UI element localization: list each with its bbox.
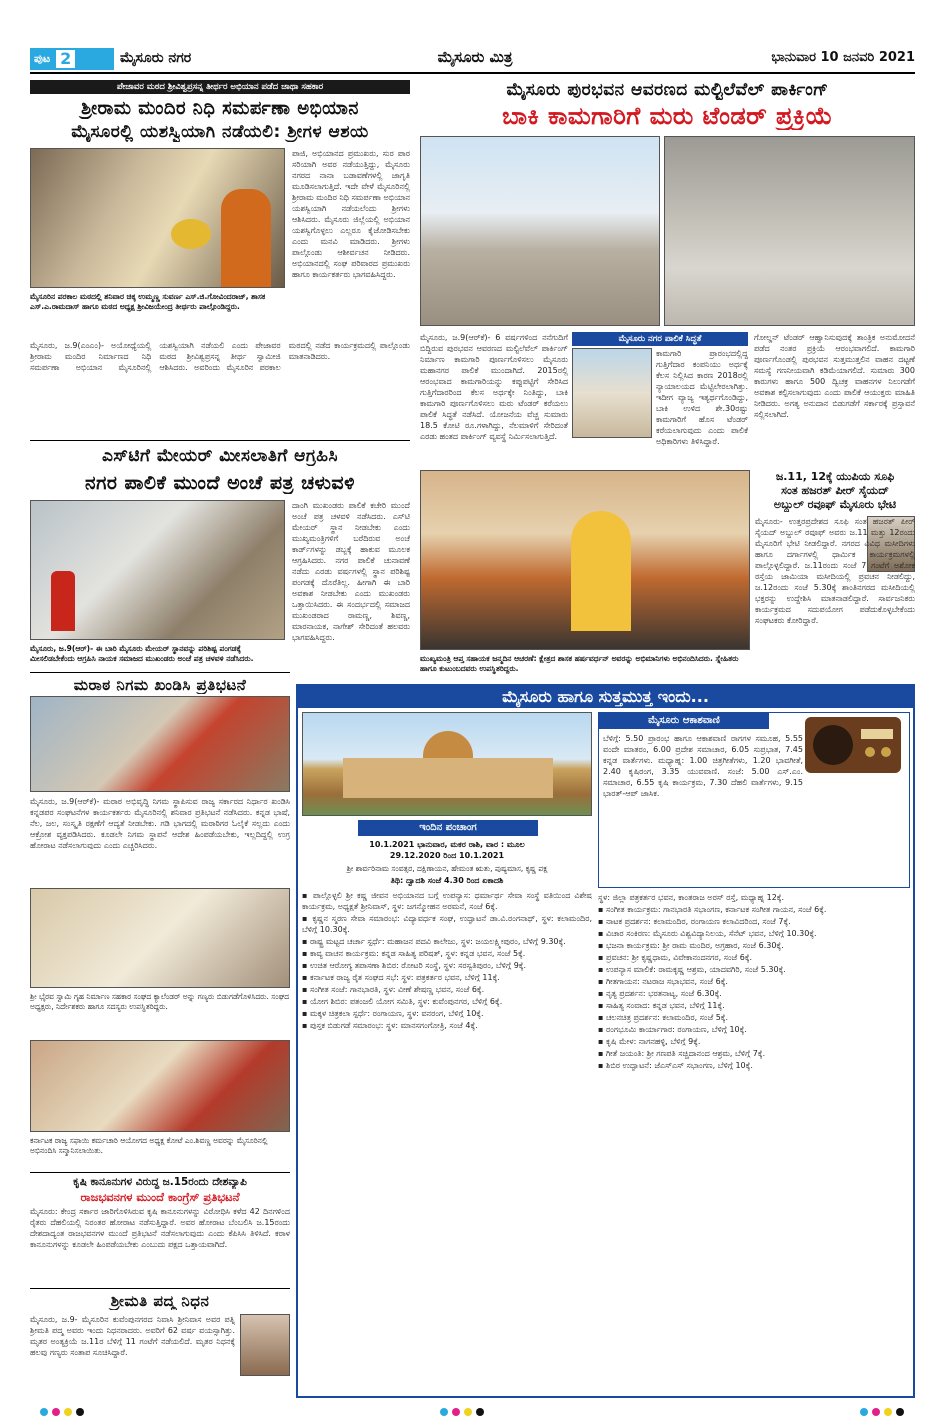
headline-line-2: ಸಂತ ಹಜರತ್ ಪೀರ್ ಸೈಯದ್: [781, 484, 889, 497]
photo-parking-interior: [664, 136, 915, 326]
divider: [30, 440, 410, 441]
event-item: ▪ ಕಾವ್ಯ ವಾಚನ ಕಾರ್ಯಕ್ರಮ: ಕನ್ನಡ ಸಾಹಿತ್ಯ ಪರಿಷತ್, ಸ್ಥಳ: ಕನ್ನಡ ಭವನ, ಸಂಜೆ 5ಕ್ಕೆ.: [302, 949, 526, 958]
headline: ಜ.11, 12ಕ್ಕೆ ಯುಪಿಯ ಸೂಫಿ: [775, 470, 895, 483]
story-congress-protest: [30, 1172, 290, 1286]
headline: ಕೃಷಿ ಕಾನೂನುಗಳ ವಿರುದ್ಧ ಜ.15ರಂದು ದೇಶವ್ಯಾಪಿ: [73, 1176, 247, 1188]
story-st-mayor: [30, 440, 410, 670]
event-item: ▪ ಸಂಗೀತ ಸಂಜೆ: ಗಾನಭಾರತಿ, ಸ್ಥಳ: ವೀಣೆ ಶೇಷಣ್ಣ ಭವನ, ಸಂಜೆ 6ಕ್ಕೆ.: [302, 985, 485, 994]
subheadline: ನಗರ ಪಾಲಿಕೆ ಮುಂದೆ ಅಂಚೆ ಪತ್ರ ಚಳುವಳಿ: [85, 472, 355, 494]
photo-caption: ಶ್ರೀ ಭೈರವ ಸ್ವಾಮಿ ಗೃಹ ನಿರ್ಮಾಣ ಸಹಕಾರ ಸಂಘದ ಕ್ಯಾಲೆಂಡರ್ ಅನ್ನು ಗಣ್ಯರು ಬಿಡುಗಡೆಗೊಳಿಸಿದರು. ಸಂಘದ ಅಧ್ಯಕ್ಷರು, ನಿರ್ದೇಶಕರು ಹಾಗೂ ಸದಸ್ಯರು ಉಪಸ್ಥಿತರಿದ್ದರು.: [30, 992, 290, 1011]
event-item: ▪ ಕೃಷಿ ಮೇಳ: ನಾಗನಹಳ್ಳಿ, ಬೆಳಿಗ್ಗೆ 9ಕ್ಕೆ.: [598, 1037, 701, 1046]
headline: ಶ್ರೀರಾಮ ಮಂದಿರ ನಿಧಿ ಸಮರ್ಪಣಾ ಅಭಿಯಾನ: [81, 98, 359, 119]
story-maratha: [30, 672, 290, 1052]
panchanga-line-1: 10.1.2021 ಭಾನುವಾರ, ಮಕರ ರಾಶಿ, ವಾರ : ಮೂಲ: [369, 840, 525, 849]
story-body-bottom: ಮೈಸೂರು, ಜ.9(ಎಂಎಂ)- ಅಯೋಧ್ಯೆಯಲ್ಲಿ ಶ್ರೀರಾಮ ಮಂದಿರ ನಿರ್ಮಾಣದ ನಿಧಿ ಸಮರ್ಪಣಾ ಅಭಿಯಾನ ಮೈಸೂರಿನಲ್ಲಿ ಯಶಸ್ವಿಯಾಗಿ ನಡೆಯಲಿ ಎಂದು ಪೇಜಾವರ ಮಠದ ಶ್ರೀವಿಶ್ವಪ್ರಸನ್ನ ತೀರ್ಥ ಸ್ವಾಮೀಜಿ ಆಶಿಸಿದರು. ಅವರಿಂದು ಮೈಸೂರಿನ ಪರಕಾಲ ಮಠದಲ್ಲಿ ನಡೆದ ಕಾರ್ಯಕ್ರಮದಲ್ಲಿ ಪಾಲ್ಗೊಂಡು ಮಾತನಾಡಿದರು.: [30, 341, 410, 372]
story-parking: [420, 78, 915, 468]
event-item: ▪ ಮಕ್ಕಳ ಚಿತ್ರಕಲಾ ಸ್ಪರ್ಧೆ: ರಂಗಾಯಣ, ಸ್ಥಳ: ವನರಂಗ, ಬೆಳಿಗ್ಗೆ 10ಕ್ಕೆ.: [302, 1009, 484, 1018]
story-body-right: ಗೋಲ್ಡನ್ ಟೆಂಡರ್ ಆಹ್ವಾನಿಸುವುದಕ್ಕೆ ತಾಂತ್ರಿಕ ಅನುಮೋದನೆ ಪಡೆದ ನಂತರ ಪ್ರಕ್ರಿಯೆ ಆರಂಭವಾಗಲಿದೆ. ಕಾಮಗಾರಿ ಪೂರ್ಣಗೊಂಡಲ್ಲಿ ಪುರಭವನ ಸುತ್ತಮುತ್ತಲಿನ ವಾಹನ ದಟ್ಟಣೆ ಸಮಸ್ಯೆ ಗಣನೀಯವಾಗಿ ಕಡಿಮೆಯಾಗಲಿದೆ. ಸುಮಾರು 300 ಕಾರುಗಳು ಹಾಗೂ 500 ದ್ವಿಚಕ್ರ ವಾಹನಗಳ ನಿಲುಗಡೆಗೆ ಅವಕಾಶ ಕಲ್ಪಿಸಲಾಗುವುದು ಎಂದು ಪಾಲಿಕೆ ಆಯುಕ್ತರು ಮಾಹಿತಿ ನೀಡಿದರು. ಅಗತ್ಯ ಅನುದಾನ ಬಿಡುಗಡೆಗೆ ಸರ್ಕಾರಕ್ಕೆ ಪ್ರಸ್ತಾವನೆ ಸಲ್ಲಿಸಲಾಗಿದೆ.: [754, 333, 915, 419]
panchanga-title: ಇಂದಿನ ಪಂಚಾಂಗ: [358, 820, 538, 836]
event-item: ▪ ವಿಚಾರ ಸಂಕಿರಣ: ಮೈಸೂರು ವಿಶ್ವವಿದ್ಯಾನಿಲಯ, ಸೆನೆಟ್ ಭವನ, ಬೆಳಿಗ್ಗೆ 10.30ಕ್ಕೆ.: [598, 929, 817, 938]
event-item: ▪ ಸಾಹಿತ್ಯ ಸಂವಾದ: ಕನ್ನಡ ಭವನ, ಬೆಳಿಗ್ಗೆ 11ಕ್ಕೆ.: [598, 1001, 725, 1010]
radio-icon: [805, 717, 901, 773]
story-sufi-visit: [755, 470, 915, 680]
event-item: ▪ ಸಂಗೀತ ಕಾರ್ಯಕ್ರಮ: ಗಾನಭಾರತಿ ಸಭಾಂಗಣ, ಕರ್ನಾಟಕ ಸಂಗೀತ ಗಾಯನ, ಸಂಜೆ 6ಕ್ಕೆ.: [598, 905, 827, 914]
events-section: [296, 684, 915, 1398]
photo-parking-site: [420, 136, 660, 326]
events-list-left: [302, 890, 592, 1394]
divider: [30, 672, 290, 673]
photo-ram-mandir: [30, 148, 285, 288]
divider: [30, 1172, 290, 1173]
events-banner: ಮೈಸೂರು ಹಾಗೂ ಸುತ್ತಮುತ್ತ ಇಂದು...: [298, 686, 913, 708]
page-badge: [30, 48, 114, 70]
story-body: ಮೈಸೂರು- ಉತ್ತರಪ್ರದೇಶದ ಸೂಫಿ ಸಂತ ಹಜರತ್ ಪೀರ್ ಸೈಯದ್ ಅಬ್ದುಲ್ ರವೂಫ್ ಅವರು ಜ.11 ಮತ್ತು 12ರಂದು ಮೈಸೂರಿಗೆ ಭೇಟಿ ನೀಡಲಿದ್ದಾರೆ. ನಗರದ ವಿವಿಧ ಮಸೀದಿಗಳು ಹಾಗೂ ದರ್ಗಾಗಳಲ್ಲಿ ಧಾರ್ಮಿಕ ಕಾರ್ಯಕ್ರಮಗಳಲ್ಲಿ ಪಾಲ್ಗೊಳ್ಳಲಿದ್ದಾರೆ. ಜ.11ರಂದು ಸಂಜೆ 7 ಗಂಟೆಗೆ ಅಶೋಕ ರಸ್ತೆಯ ಜಾಮಿಯಾ ಮಸೀದಿಯಲ್ಲಿ ಪ್ರವಚನ ನೀಡಲಿದ್ದು, ಜ.12ರಂದು ಸಂಜೆ 5.30ಕ್ಕೆ ಶಾಂತಿನಗರದ ಮಸೀದಿಯಲ್ಲಿ ಭಕ್ತರನ್ನು ಉದ್ದೇಶಿಸಿ ಮಾತನಾಡಲಿದ್ದಾರೆ. ಸಾರ್ವಜನಿಕರು ಕಾರ್ಯಕ್ರಮದ ಸದುಪಯೋಗ ಪಡೆದುಕೊಳ್ಳಬೇಕೆಂದು ಸಂಘಟಕರು ಕೋರಿದ್ದಾರೆ.: [755, 517, 915, 625]
event-item: ▪ ನಾಟಕ ಪ್ರದರ್ಶನ: ಕಲಾಮಂದಿರ, ರಂಗಾಯಣ ಕಲಾವಿದರಿಂದ, ಸಂಜೆ 7ಕ್ಕೆ.: [598, 917, 791, 926]
story-body-left: ಮೈಸೂರು, ಜ.9(ಆರ್‌ಕೆ)- 6 ವರ್ಷಗಳಿಂದ ನನೆಗುದಿಗೆ ಬಿದ್ದಿರುವ ಪುರಭವನ ಆವರಣದ ಮಲ್ಟಿಲೆವೆಲ್ ಪಾರ್ಕಿಂಗ್ ನಿರ್ಮಾಣ ಕಾಮಗಾರಿ ಪೂರ್ಣಗೊಳಿಸಲು ಮೈಸೂರು ಮಹಾನಗರ ಪಾಲಿಕೆ ಮುಂದಾಗಿದೆ. 2015ರಲ್ಲಿ ಆರಂಭವಾದ ಕಾಮಗಾರಿಯನ್ನು ಕಪ್ಪುಪಟ್ಟಿಗೆ ಸೇರಿಸಿದ ಗುತ್ತಿಗೆದಾರರಿಂದ ಕೆಲಸ ಅರ್ಧಕ್ಕೇ ನಿಂತಿದ್ದು, ಬಾಕಿ ಕಾಮಗಾರಿ ಪೂರ್ಣಗೊಳಿಸಲು ಮರು ಟೆಂಡರ್ ಕರೆಯಲು ಪಾಲಿಕೆ ಸಿದ್ಧತೆ ನಡೆಸಿದೆ. ಯೋಜನೆಯ ವೆಚ್ಚ ಸುಮಾರು 18.5 ಕೋಟಿ ರೂ.ಗಳಾಗಿದ್ದು, ನೆಲಮಾಳಿಗೆ ಸೇರಿದಂತೆ ಎರಡು ಹಂತದ ಪಾರ್ಕಿಂಗ್ ವ್ಯವಸ್ಥೆ ನಿರ್ಮಿಸಲಾಗುತ್ತಿದೆ.: [420, 333, 568, 441]
event-item: ▪ ನೃತ್ಯ ಪ್ರದರ್ಶನ: ಭರತನಾಟ್ಯ, ಸಂಜೆ 6.30ಕ್ಕೆ.: [598, 989, 722, 998]
masthead-rule: [30, 72, 915, 74]
photo-caption: ಮೈಸೂರಿನ ಪರಕಾಲ ಮಠದಲ್ಲಿ ಶನಿವಾರ ಚಿಕ್ಕ ಉಮ್ಮಣ್ಣ ಸುವರ್ಣ ಎಸ್.ಜಿ.ಗೋವಿಂದರಾಜ್, ಶಾಸಕ ಎಸ್.ಎ.ರಾಮದಾಸ್ ಹಾಗೂ ಮಠದ ಅಧ್ಯಕ್ಷ ಶ್ರೀವಿಜಯೇಂದ್ರ ತೀರ್ಥರು ಪಾಲ್ಗೊಂಡಿದ್ದರು.: [30, 292, 266, 311]
event-item: ▪ ಭಜನಾ ಕಾರ್ಯಕ್ರಮ: ಶ್ರೀ ರಾಮ ಮಂದಿರ, ಅಗ್ರಹಾರ, ಸಂಜೆ 6.30ಕ್ಕೆ.: [598, 941, 784, 950]
event-item: ▪ ರಂಗಭೂಮಿ ಕಾರ್ಯಾಗಾರ: ರಂಗಾಯಣ, ಬೆಳಿಗ್ಗೆ 10ಕ್ಕೆ.: [598, 1025, 747, 1034]
story-birthday-photo: [420, 470, 750, 680]
story-body: ಮೈಸೂರು, ಜ.9(ಆರ್‌ಕೆ)- ಮರಾಠ ಅಭಿವೃದ್ಧಿ ನಿಗಮ ಸ್ಥಾಪಿಸುವ ರಾಜ್ಯ ಸರ್ಕಾರದ ನಿರ್ಧಾರ ಖಂಡಿಸಿ ಕನ್ನಡಪರ ಸಂಘಟನೆಗಳ ಕಾರ್ಯಕರ್ತರು ಮೈಸೂರಿನಲ್ಲಿ ಶನಿವಾರ ಪ್ರತಿಭಟನೆ ನಡೆಸಿದರು. ಕನ್ನಡ ಭಾಷೆ, ನೆಲ, ಜಲ, ಸಂಸ್ಕೃತಿ ರಕ್ಷಣೆಗೆ ಆದ್ಯತೆ ನೀಡಬೇಕು. ಗಡಿ ಭಾಗದಲ್ಲಿ ಮರಾಠಿಗರ ಓಲೈಕೆ ಸಲ್ಲದು ಎಂದು ಆಕ್ರೋಶ ವ್ಯಕ್ತಪಡಿಸಿದರು. ಕೂಡಲೇ ನಿಗಮ ಸ್ಥಾಪನೆ ಆದೇಶ ಹಿಂಪಡೆಯಬೇಕು, ಇಲ್ಲದಿದ್ದಲ್ಲಿ ಉಗ್ರ ಹೋರಾಟ ನಡೆಸಲಾಗುವುದು ಎಂದು ಎಚ್ಚರಿಸಿದರು.: [30, 797, 290, 850]
headline: ಮೈಸೂರು ಪುರಭವನ ಆವರಣದ ಮಲ್ಟಿಲೆವೆಲ್ ಪಾರ್ಕಿಂಗ್: [506, 80, 829, 100]
panchanga-line-2: 29.12.2020 ರಿಂದ 10.1.2021: [389, 851, 505, 860]
photo-mysore-palace: [302, 712, 592, 816]
headline: ಶ್ರೀಮತಿ ಪದ್ಮ ನಿಧನ: [110, 1292, 210, 1310]
photo-maratha-protest: [30, 696, 290, 792]
event-item: ▪ ಪ್ರವಚನ: ಶ್ರೀ ಕೃಷ್ಣಧಾಮ, ವಿವೇಕಾನಂದನಗರ, ಸಂಜೆ 6ಕ್ಕೆ.: [598, 953, 753, 962]
radio-title: ಮೈಸೂರು ಆಕಾಶವಾಣಿ: [599, 713, 769, 729]
event-item: ▪ ಯೋಗ ಶಿಬಿರ: ಪತಂಜಲಿ ಯೋಗ ಸಮಿತಿ, ಸ್ಥಳ: ಕುವೆಂಪುನಗರ, ಬೆಳಿಗ್ಗೆ 6ಕ್ಕೆ.: [302, 997, 503, 1006]
headline: ಮರಾಠ ನಿಗಮ ಖಂಡಿಸಿ ಪ್ರತಿಭಟನೆ: [73, 676, 247, 694]
page-number: 2: [56, 50, 75, 68]
photo-protest: [30, 500, 285, 640]
event-item: ▪ ಚಲನಚಿತ್ರ ಪ್ರದರ್ಶನ: ಕಲಾಮಂದಿರ, ಸಂಜೆ 5ಕ್ಕೆ.: [598, 1013, 729, 1022]
story-kicker: ಪೇಜಾವರ ಮಠದ ಶ್ರೀವಿಶ್ವಪ್ರಸನ್ನ ತೀರ್ಥರ ಅಭಿಯಾನ ಪಡೆದ ಜಾಥಾ ಸಹಕಾರ: [30, 80, 410, 94]
obituary: [30, 1288, 290, 1398]
events-list-right: [598, 892, 910, 1394]
story-body: ದಾಂಗಿ ಮುಖಂಡರು ಪಾಲಿಕೆ ಕಚೇರಿ ಮುಂದೆ ಅಂಚೆ ಪತ್ರ ಚಳವಳಿ ನಡೆಸಿದರು. ಎಸ್‌ಟಿ ಮೇಯರ್ ಸ್ಥಾನ ನೀಡಬೇಕು ಎಂದು ಮುಖ್ಯಮಂತ್ರಿಗಳಿಗೆ ಬರೆದಿರುವ ಅಂಚೆ ಕಾರ್ಡ್‌ಗಳನ್ನು ಡಬ್ಬಕ್ಕೆ ಹಾಕುವ ಮೂಲಕ ಆಗ್ರಹಿಸಿದರು. ನಗರ ಪಾಲಿಕೆ ಚುನಾವಣೆ ನಡೆದು ಎರಡು ವರ್ಷಗಳಲ್ಲಿ ಸ್ಥಾನ ಪರಿಶಿಷ್ಟ ಪಂಗಡಕ್ಕೆ ದೊರೆತಿಲ್ಲ. ಹೀಗಾಗಿ ಈ ಬಾರಿ ಅವಕಾಶ ನೀಡಬೇಕು ಎಂದು ಮುಖಂಡರು ಒತ್ತಾಯಿಸಿದರು. ಈ ಸಂದರ್ಭದಲ್ಲಿ ಸಮಾಜದ ಮುಖಂಡರಾದ ರಾಮಣ್ಣ, ಶಿವಣ್ಣ, ಮಾರನಾಯಕ, ನಾಗೇಶ್ ಸೇರಿದಂತೆ ಹಲವರು ಭಾಗವಹಿಸಿದ್ದರು.: [292, 501, 410, 642]
panchanga-line-3: ಶ್ರೀ ಶಾರ್ವರಿನಾಮ ಸಂವತ್ಸರ, ದಕ್ಷಿಣಾಯನ, ಹೇಮಂತ ಋತು, ಪುಷ್ಯಮಾಸ, ಕೃಷ್ಣ ಪಕ್ಷ: [346, 864, 548, 873]
photo-celebration: [420, 470, 750, 650]
story-body-right: ಪಾಜಿ, ಅಭಿಯಾನದ ಪ್ರಮುಖರು, ಸುರ ಪಾರ ಸರಿಯಾಗಿ ಅವರ ನಡೆಯುತ್ತಿದ್ದು, ಮೈಸೂರು ನಗರದ ನಾನಾ ಬಡಾವಣೆಗಳಲ್ಲಿ ಜಾಗೃತಿ ಮೂಡಿಸಲಾಗುತ್ತಿದೆ. ಇದೇ ವೇಳೆ ಮೈಸೂರಿನಲ್ಲಿ ಶ್ರೀರಾಮ ಮಂದಿರ ನಿಧಿ ಸಮರ್ಪಣಾ ಅಭಿಯಾನ ಯಶಸ್ವಿಯಾಗಿ ನಡೆಯಲೆಂದು ಶ್ರೀಗಳು ಆಶಿಸಿದರು. ಮೈಸೂರು ಜಿಲ್ಲೆಯಲ್ಲಿ ಅಭಿಯಾನ ಯಶಸ್ವಿಗೊಳ್ಳಲು ಎಲ್ಲರೂ ಕೈಜೋಡಿಸಬೇಕು ಎಂದು ಮನವಿ ಮಾಡಿದರು. ಶ್ರೀಗಳು ಪಾಲ್ಗೊಂಡು ಆಶೀರ್ವಚನ ನೀಡಿದರು. ಅಭಿಯಾನದಲ್ಲಿ ಸಂಘ ಪರಿವಾರದ ಪ್ರಮುಖರು ಹಾಗೂ ಕಾರ್ಯಕರ್ತರು ಭಾಗವಹಿಸಿದ್ದರು.: [292, 149, 410, 279]
subheadline: ಮೈಸೂರಲ್ಲಿ ಯಶಸ್ವಿಯಾಗಿ ನಡೆಯಲಿ: ಶ್ರೀಗಳ ಆಶಯ: [71, 122, 369, 142]
photo-obituary: [240, 1314, 290, 1376]
photo-caption: ಮುಖ್ಯಮಂತ್ರಿ ಆಪ್ತ ಸಹಾಯಕ ಜನ್ಮದಿನ ಆಚರಣೆ: ಕ್ಷೇತ್ರದ ಶಾಸಕ ಹರ್ಷವರ್ಧನ್ ಅವರನ್ನು ಅಭಿಮಾನಿಗಳು ಅಭಿನಂದಿಸಿದರು. ಸ್ನೇಹಿತರು ಹಾಗೂ ಕುಟುಂಬದವರು ಉಪಸ್ಥಿತರಿದ್ದರು.: [420, 654, 739, 673]
event-item: ▪ ಗೀತೆ ಜಯಂತಿ: ಶ್ರೀ ಗಣಪತಿ ಸಚ್ಚಿದಾನಂದ ಆಶ್ರಮ, ಬೆಳಿಗ್ಗೆ 7ಕ್ಕೆ.: [598, 1049, 766, 1058]
story-ram-mandir: [30, 78, 410, 438]
registration-marks: [0, 1404, 945, 1420]
story-felicitation: [30, 1040, 290, 1170]
obituary-body: ಮೈಸೂರು, ಜ.9- ಮೈಸೂರಿನ ಕುವೆಂಪುನಗರದ ನಿವಾಸಿ ಶ್ರೀನಿವಾಸ ಅವರ ಪತ್ನಿ ಶ್ರೀಮತಿ ಪದ್ಮ ಅವರು ಇಂದು ನಿಧನರಾದರು. ಅವರಿಗೆ 62 ವರ್ಷ ವಯಸ್ಸಾಗಿತ್ತು. ಮೃತರ ಅಂತ್ಯಕ್ರಿಯೆ ಜ.11ರ ಬೆಳಿಗ್ಗೆ 11 ಗಂಟೆಗೆ ನಡೆಯಲಿದೆ. ಮೃತರ ನಿಧನಕ್ಕೆ ಹಲವು ಗಣ್ಯರು ಸಂತಾಪ ಸೂಚಿಸಿದ್ದಾರೆ.: [30, 1315, 235, 1357]
event-item: ▪ ಶಿಬಿರ ಉದ್ಘಾಟನೆ: ಜೆಎಸ್‌ಎಸ್ ಸಭಾಂಗಣ, ಬೆಳಿಗ್ಗೆ 10ಕ್ಕೆ.: [598, 1061, 753, 1070]
photo-caption: ಮೈಸೂರು, ಜ.9(ಆರ್)- ಈ ಬಾರಿ ಮೈಸೂರು ಮೇಯರ್ ಸ್ಥಾನವನ್ನು ಪರಿಶಿಷ್ಟ ಪಂಗಡಕ್ಕೆ ಮೀಸಲಿಡಬೇಕೆಂದು ಆಗ್ರಹಿಸಿ ನಾಯಕ ಸಮಾಜದ ಮುಖಂಡರು ಅಂಚೆ ಪತ್ರ ಚಳವಳಿ ನಡೆಸಿದರು.: [30, 644, 254, 663]
section-name: ಮೈಸೂರು ನಗರ: [120, 50, 192, 66]
headline-line-3: ಅಬ್ದುಲ್ ರವೂಫ್ ಮೈಸೂರು ಭೇಟಿ: [773, 498, 897, 511]
radio-schedule: ಬೆಳಿಗ್ಗೆ: 5.50 ಪ್ರಾರಂಭ ಹಾಗೂ ಆಕಾಶವಾಣಿ ರಾಗಗಳ ಸಮೂಹ, 5.55 ವಂದೇ ಮಾತರಂ, 6.00 ಪ್ರದೇಶ ಸಮಾಚಾರ, 6.05 ಸುಪ್ರಭಾತ, 7.45 ಕನ್ನಡ ವಾರ್ತೆಗಳು. ಮಧ್ಯಾಹ್ನ: 1.00 ಚಿತ್ರಗೀತೆಗಳು, 1.20 ಭಾವಗೀತೆ, 2.40 ಕೃಷಿರಂಗ, 3.35 ಯುವವಾಣಿ. ಸಂಜೆ: 5.00 ಎಸ್.ಎಂ. ಸಮಾಚಾರ, 6.55 ಕೃಷಿ ಕಾರ್ಯಕ್ರಮ, 7.30 ದೆಹಲಿ ವಾರ್ತೆಗಳು, 9.15 ಭಾರತ್-ಆಪ್ ಜಾಸಿಕ.: [603, 734, 803, 798]
photo-calendar-release: [30, 888, 290, 988]
subheadline: ರಾಜಭವನಗಳ ಮುಂದೆ ಕಾಂಗ್ರೆಸ್ ಪ್ರತಿಭಟನೆ: [80, 1190, 240, 1204]
radio-box: [598, 712, 910, 888]
issue-date: ಭಾನುವಾರ 10 ಜನವರಿ 2021: [771, 50, 915, 65]
headline: ಎಸ್‌ಟಿಗೆ ಮೇಯರ್ ಮೀಸಲಾತಿಗೆ ಆಗ್ರಹಿಸಿ: [101, 446, 339, 466]
event-item: ಸ್ಥಳ: ಜಿಲ್ಲಾ ಪತ್ರಕರ್ತರ ಭವನ, ಕಾಂತರಾಜ ಅರಸ್ ರಸ್ತೆ, ಮಧ್ಯಾಹ್ನ 12ಕ್ಕೆ.: [598, 893, 785, 902]
event-item: ▪ ಉಪನ್ಯಾಸ ಮಾಲಿಕೆ: ರಾಮಕೃಷ್ಣ ಆಶ್ರಮ, ಯಾದವಗಿರಿ, ಸಂಜೆ 5.30ಕ್ಕೆ.: [598, 965, 786, 974]
photo-caption: ಕರ್ನಾಟಕ ರಾಜ್ಯ ಸಫಾಯಿ ಕರ್ಮಚಾರಿ ಆಯೋಗದ ಅಧ್ಯಕ್ಷ ಕೋಟೆ ಎಂ.ಶಿವಣ್ಣ ಅವರನ್ನು ಮೈಸೂರಿನಲ್ಲಿ ಅಭಿನಂದಿಸಿ ಸನ್ಮಾನಿಸಲಾಯಿತು.: [30, 1136, 268, 1155]
story-body-mid: ಕಾಮಗಾರಿ ಪ್ರಾರಂಭದಲ್ಲಿದ್ದ ಗುತ್ತಿಗೆದಾರ ಕಂಪನಿಯು ಅರ್ಧಕ್ಕೆ ಕೆಲಸ ನಿಲ್ಲಿಸಿದ ಕಾರಣ 2018ರಲ್ಲಿ ನ್ಯಾಯಾಲಯದ ಮೆಟ್ಟಿಲೇರಲಾಗಿತ್ತು. ಇದೀಗ ವ್ಯಾಜ್ಯ ಇತ್ಯರ್ಥಗೊಂಡಿದ್ದು, ಬಾಕಿ ಉಳಿದ ಶೇ.30ರಷ್ಟು ಕಾಮಗಾರಿಗೆ ಹೊಸ ಟೆಂಡರ್ ಕರೆಯಲಾಗುವುದು ಎಂದು ಪಾಲಿಕೆ ಅಧಿಕಾರಿಗಳು ತಿಳಿಸಿದ್ದಾರೆ.: [656, 349, 748, 446]
event-item: ▪ ಪುಸ್ತಕ ಬಿಡುಗಡೆ ಸಮಾರಂಭ: ಸ್ಥಳ: ಮಾನಸಗಂಗೋತ್ರಿ, ಸಂಜೆ 4ಕ್ಕೆ.: [302, 1021, 478, 1030]
subheadline: ಬಾಕಿ ಕಾಮಗಾರಿಗೆ ಮರು ಟೆಂಡರ್ ಪ್ರಕ್ರಿಯೆ: [502, 102, 833, 130]
event-item: ▪ ಉಚಿತ ಆರೋಗ್ಯ ತಪಾಸಣಾ ಶಿಬಿರ: ರೋಟರಿ ಸಂಸ್ಥೆ, ಸ್ಥಳ: ಸರಸ್ವತಿಪುರಂ, ಬೆಳಿಗ್ಗೆ 9ಕ್ಕೆ.: [302, 961, 527, 970]
event-item: ▪ ರಾಷ್ಟ್ರ ಮಟ್ಟದ ಚರ್ಚಾ ಸ್ಪರ್ಧೆ: ಮಹಾಜನ ಪದವಿ ಕಾಲೇಜು, ಸ್ಥಳ: ಜಯಲಕ್ಷ್ಮೀಪುರಂ, ಬೆಳಿಗ್ಗೆ 9.30ಕ್ಕೆ.: [302, 937, 566, 946]
event-item: ▪ ಕೃಷ್ಣನ ಸ್ಮರಣ ಸೇವಾ ಸಮಾರಂಭ: ವಿದ್ಯಾವರ್ಧಕ ಸಂಘ, ಉದ್ಘಾಟನೆ ಡಾ.ವಿ.ರಂಗನಾಥ್, ಸ್ಥಳ: ಕಲಾಮಂದಿರ, ಬೆಳಿಗ್ಗೆ 10.30ಕ್ಕೆ.: [302, 914, 592, 934]
panchanga-line-4: ತಿಥಿ: ದ್ವಾದಶಿ ಸಂಜೆ 4.30 ರಿಂದ ಏಕಾದಶಿ: [390, 876, 504, 885]
page-label: ಪುಟ: [34, 52, 51, 65]
sidebar-label: ಮೈಸೂರು ನಗರ ಪಾಲಿಕೆ ಸಿದ್ಧತೆ: [572, 332, 748, 346]
photo-town-hall: [572, 348, 652, 438]
event-item: ▪ ಕರ್ನಾಟಕ ರಾಜ್ಯ ರೈತ ಸಂಘದ ಸಭೆ: ಸ್ಥಳ: ಪತ್ರಕರ್ತರ ಭವನ, ಬೆಳಿಗ್ಗೆ 11ಕ್ಕೆ.: [302, 973, 500, 982]
photo-felicitation: [30, 1040, 290, 1132]
divider: [30, 1288, 290, 1289]
paper-name: ಮೈಸೂರು ಮಿತ್ರ: [437, 48, 513, 66]
masthead: [0, 0, 945, 78]
event-item: ▪ ಪಾಲ್ಗೊಳ್ಳಲಿ ಶ್ರೀ ಕಷ್ಣ ಜೀವನ ಅಭಿಯಾನದ ಬಗ್ಗೆ ಉಪನ್ಯಾಸ: ಧರ್ಮಾರ್ಥ ಸೇವಾ ಸಂಸ್ಥೆ ವತಿಯಿಂದ ವಿಶೇಷ ಕಾರ್ಯಕ್ರಮ, ಅಧ್ಯಕ್ಷತೆ ಶ್ರೀನಿವಾಸ್, ಸ್ಥಳ: ಜಗನ್ಮೋಹನ ಅರಮನೆ, ಸಂಜೆ 6ಕ್ಕೆ.: [302, 891, 592, 911]
event-item: ▪ ಗೀತಗಾಯನ: ನಟರಾಜ ಸಭಾಭವನ, ಸಂಜೆ 6ಕ್ಕೆ.: [598, 977, 728, 986]
story-body: ಮೈಸೂರು: ಕೇಂದ್ರ ಸರ್ಕಾರ ಜಾರಿಗೊಳಿಸಿರುವ ಕೃಷಿ ಕಾನೂನುಗಳನ್ನು ವಿರೋಧಿಸಿ ಕಳೆದ 42 ದಿನಗಳಿಂದ ರೈತರು ದೆಹಲಿಯಲ್ಲಿ ನಿರಂತರ ಹೋರಾಟ ನಡೆಸುತ್ತಿದ್ದಾರೆ. ಅವರ ಹೋರಾಟ ಬೆಂಬಲಿಸಿ ಜ.15ರಂದು ದೇಶದಾದ್ಯಂತ ರಾಜಭವನಗಳ ಮುಂದೆ ಪ್ರತಿಭಟನೆ ನಡೆಸಲಾಗುವುದು ಎಂದು ಕೆಪಿಸಿಸಿ ತಿಳಿಸಿದೆ. ಕರಾಳ ಕಾನೂನುಗಳನ್ನು ಕೂಡಲೇ ಹಿಂಪಡೆಯಬೇಕು ಎಂಬುದು ಪಕ್ಷದ ಒತ್ತಾಯವಾಗಿದೆ.: [30, 1207, 290, 1249]
